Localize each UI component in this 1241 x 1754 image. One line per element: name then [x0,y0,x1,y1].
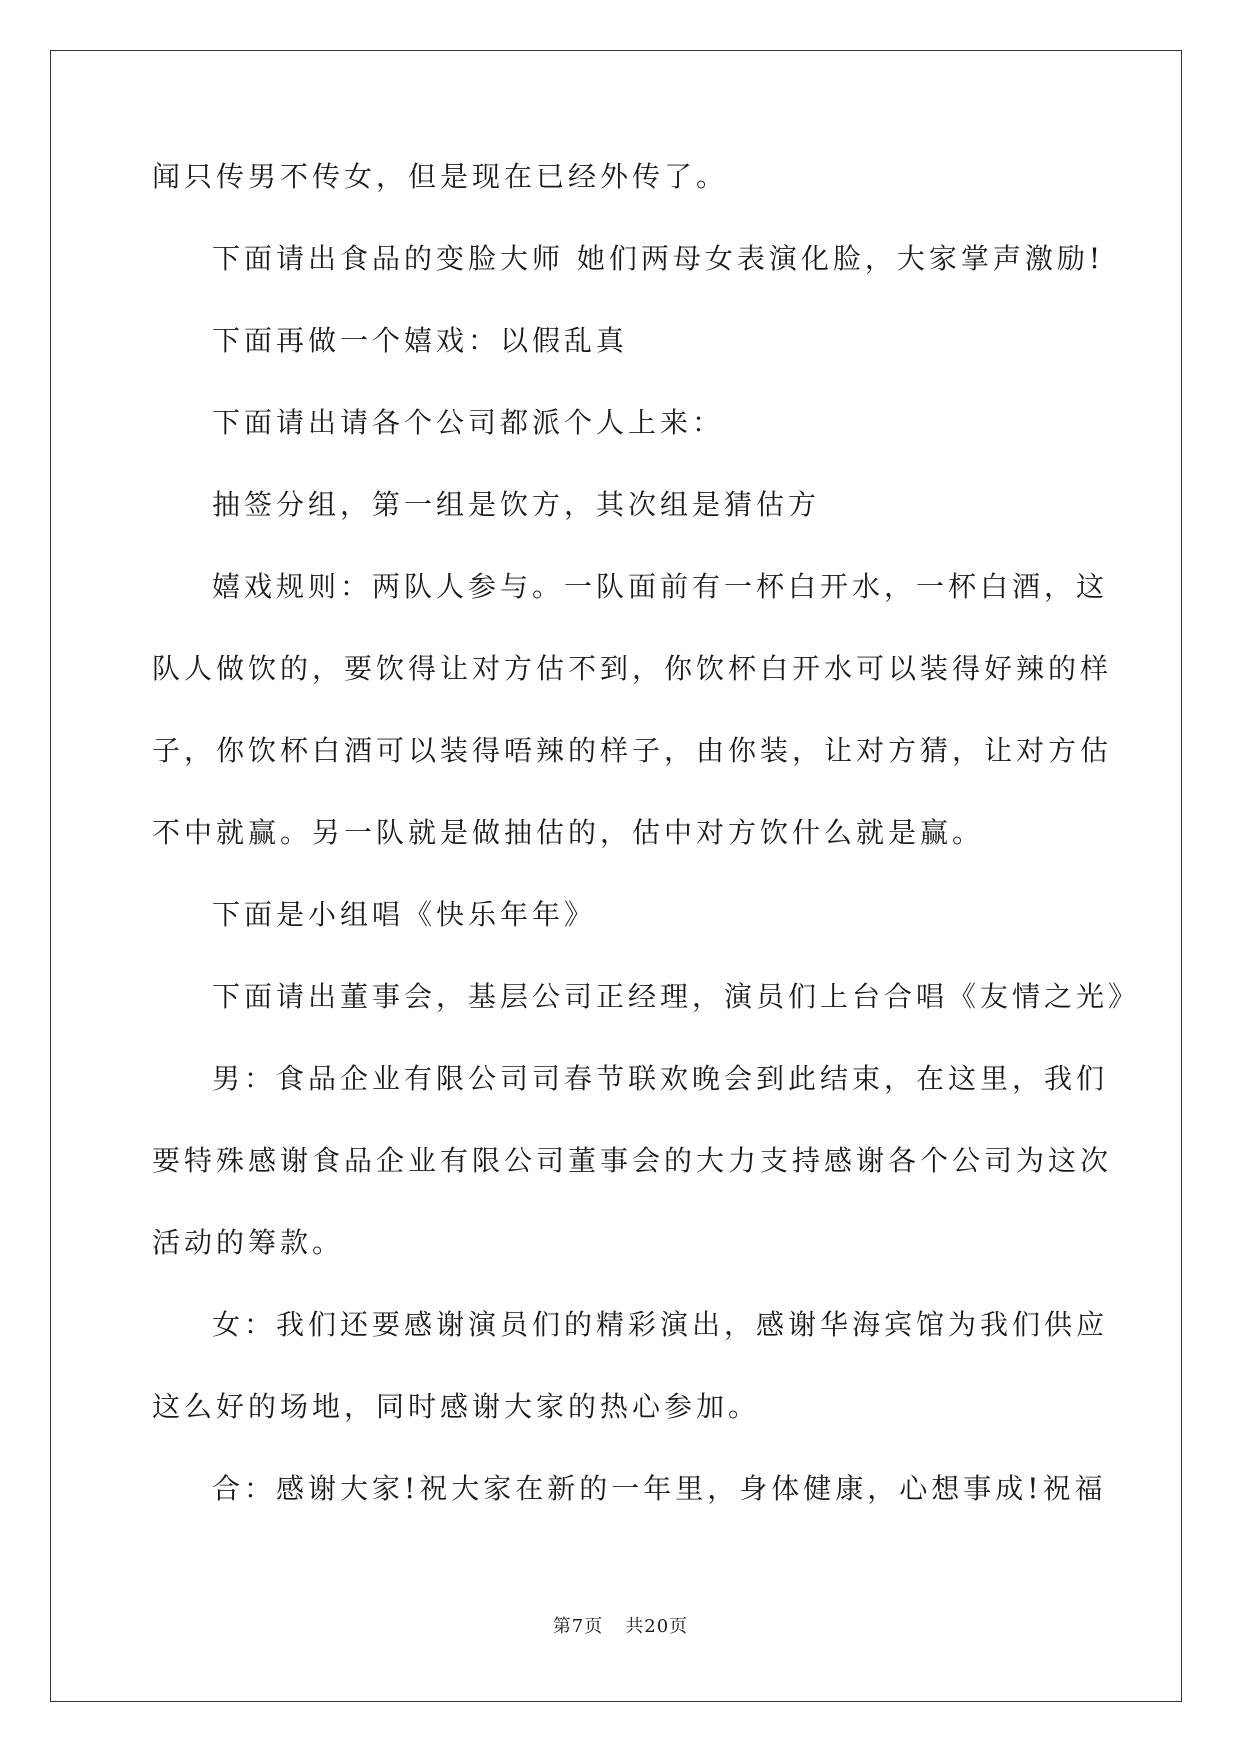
paragraph-line: 下面请出董事会，基层公司正经理，演员们上台合唱《友情之光》 [212,980,1141,1013]
paragraph-line: 下面请出食品的变脸大师 她们两母女表演化脸，大家掌声激励! [212,242,1105,275]
text-line: 闻只传男不传女，但是现在已经外传了。 [152,160,729,193]
paragraph-line: 抽签分组，第一组是饮方，其次组是猜估方 [212,488,821,521]
paragraph-line: 嬉戏规则：两队人参与。一队面前有一杯白开水，一杯白酒，这 [212,570,1109,603]
text-line: 这么好的场地，同时感谢大家的热心参加。 [152,1390,761,1423]
page-number: 第7页 [552,1616,604,1637]
text-line: 不中就赢。另一队就是做抽估的，估中对方饮什么就是赢。 [152,816,985,849]
paragraph-line: 下面再做一个嬉戏：以假乱真 [212,324,629,357]
paragraph-line: 合：感谢大家!祝大家在新的一年里，身体健康，心想事成!祝福 [212,1472,1107,1505]
page-total: 共20页 [625,1616,689,1637]
paragraph-line: 男：食品企业有限公司司春节联欢晚会到此结束，在这里，我们 [212,1062,1109,1095]
page-footer [0,1612,1241,1638]
paragraph-line: 女：我们还要感谢演员们的精彩演出，感谢华海宾馆为我们供应 [212,1308,1109,1341]
document-body [152,160,1141,1556]
paragraph-line: 下面是小组唱《快乐年年》 [212,898,597,931]
text-line: 子，你饮杯白酒可以装得唔辣的样子，由你装，让对方猜，让对方估 [152,734,1113,767]
text-line: 要特殊感谢食品企业有限公司董事会的大力支持感谢各个公司为这次 [152,1144,1113,1177]
text-line: 队人做饮的，要饮得让对方估不到，你饮杯白开水可以装得好辣的样 [152,652,1113,685]
paragraph-line: 下面请出请各个公司都派个人上来： [212,406,725,439]
text-line: 活动的筹款。 [152,1226,345,1259]
